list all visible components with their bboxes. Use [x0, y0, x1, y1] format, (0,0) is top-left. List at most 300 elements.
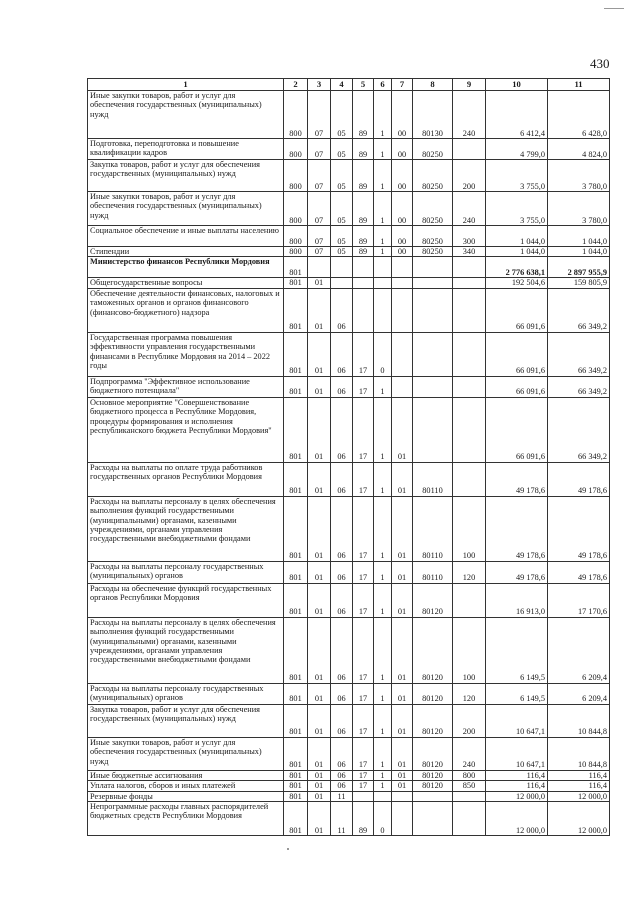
code-cell: 06 [331, 617, 353, 683]
code-cell: 89 [353, 91, 374, 139]
code-cell: 80120 [413, 770, 453, 780]
table-row [88, 462, 610, 496]
code-cell: 07 [308, 192, 331, 226]
code-cell: 800 [284, 91, 308, 139]
code-cell: 01 [392, 781, 413, 791]
header-row [88, 79, 610, 91]
code-cell: 17 [353, 704, 374, 737]
table-row [88, 160, 610, 192]
code-cell: 01 [308, 561, 331, 583]
table-row [88, 704, 610, 737]
code-cell: 80110 [413, 496, 453, 561]
code-cell: 801 [284, 496, 308, 561]
code-cell: 800 [453, 770, 486, 780]
table-row [88, 781, 610, 791]
code-cell: 1 [374, 781, 392, 791]
code-cell: 01 [392, 462, 413, 496]
code-cell [413, 376, 453, 397]
code-cell: 1 [374, 561, 392, 583]
code-cell: 06 [331, 683, 353, 704]
code-cell [374, 288, 392, 332]
amount-cell: 2 776 638,1 [486, 257, 548, 278]
code-cell: 80250 [413, 139, 453, 160]
code-cell: 0 [374, 802, 392, 836]
amount-cell: 12 000,0 [548, 791, 610, 801]
code-cell: 80250 [413, 160, 453, 192]
code-cell [374, 278, 392, 288]
code-cell: 1 [374, 139, 392, 160]
col-header: 8 [413, 79, 453, 91]
amount-cell: 116,4 [548, 781, 610, 791]
code-cell: 800 [284, 192, 308, 226]
code-cell: 801 [284, 781, 308, 791]
code-cell: 01 [308, 583, 331, 617]
amount-cell: 6 149,5 [486, 683, 548, 704]
amount-cell: 6 412,4 [486, 91, 548, 139]
code-cell: 801 [284, 770, 308, 780]
row-name-cell: Расходы на выплаты персоналу в целях обеспечения выполнения функций государственными (муниципальными) органами, казенными учреждениями, органами управления государственными внебюджетными фондами [88, 496, 284, 561]
code-cell: 1 [374, 226, 392, 247]
code-cell: 01 [308, 397, 331, 462]
code-cell: 07 [308, 247, 331, 257]
table-row [88, 683, 610, 704]
amount-cell: 159 805,9 [548, 278, 610, 288]
code-cell: 240 [453, 737, 486, 770]
code-cell: 00 [392, 139, 413, 160]
col-header: 4 [331, 79, 353, 91]
code-cell: 17 [353, 781, 374, 791]
amount-cell: 10 844,8 [548, 704, 610, 737]
code-cell: 800 [284, 160, 308, 192]
code-cell [392, 791, 413, 801]
col-header: 9 [453, 79, 486, 91]
code-cell [353, 791, 374, 801]
code-cell: 11 [331, 802, 353, 836]
amount-cell: 3 780,0 [548, 192, 610, 226]
amount-cell: 66 091,6 [486, 332, 548, 376]
amount-cell: 6 428,0 [548, 91, 610, 139]
code-cell: 200 [453, 704, 486, 737]
code-cell: 801 [284, 583, 308, 617]
amount-cell: 2 897 955,9 [548, 257, 610, 278]
code-cell: 17 [353, 583, 374, 617]
code-cell: 00 [392, 160, 413, 192]
amount-cell: 6 149,5 [486, 617, 548, 683]
table-row [88, 770, 610, 780]
code-cell: 06 [331, 288, 353, 332]
code-cell: 01 [308, 376, 331, 397]
code-cell [413, 278, 453, 288]
code-cell: 80110 [413, 561, 453, 583]
code-cell [413, 257, 453, 278]
amount-cell: 16 913,0 [486, 583, 548, 617]
code-cell: 200 [453, 160, 486, 192]
row-name-cell: Расходы на выплаты персоналу государственных (муниципальных) органов [88, 683, 284, 704]
code-cell [392, 278, 413, 288]
code-cell: 80250 [413, 247, 453, 257]
code-cell: 17 [353, 397, 374, 462]
code-cell: 06 [331, 704, 353, 737]
code-cell [353, 278, 374, 288]
table-row [88, 226, 610, 247]
table-row [88, 791, 610, 801]
table-row [88, 583, 610, 617]
row-name-cell: Резервные фонды [88, 791, 284, 801]
code-cell: 07 [308, 226, 331, 247]
amount-cell: 49 178,6 [486, 462, 548, 496]
code-cell: 06 [331, 496, 353, 561]
code-cell: 1 [374, 247, 392, 257]
table-row [88, 332, 610, 376]
col-header: 5 [353, 79, 374, 91]
code-cell: 80120 [413, 704, 453, 737]
code-cell: 0 [374, 332, 392, 376]
code-cell: 06 [331, 561, 353, 583]
amount-cell: 66 349,2 [548, 376, 610, 397]
amount-cell: 1 044,0 [548, 247, 610, 257]
code-cell [353, 257, 374, 278]
table-row [88, 192, 610, 226]
col-header: 2 [284, 79, 308, 91]
code-cell: 1 [374, 160, 392, 192]
code-cell: 01 [308, 704, 331, 737]
code-cell: 06 [331, 397, 353, 462]
code-cell: 800 [284, 247, 308, 257]
row-name-cell: Иные закупки товаров, работ и услуг для обеспечения государственных (муниципальных) нужд [88, 192, 284, 226]
code-cell [413, 288, 453, 332]
amount-cell: 12 000,0 [548, 802, 610, 836]
col-header: 11 [548, 79, 610, 91]
row-name-cell: Социальное обеспечение и иные выплаты населению [88, 226, 284, 247]
code-cell: 801 [284, 617, 308, 683]
row-name-cell: Общегосударственные вопросы [88, 278, 284, 288]
code-cell: 300 [453, 226, 486, 247]
code-cell: 05 [331, 160, 353, 192]
row-name-cell: Стипендии [88, 247, 284, 257]
code-cell [392, 257, 413, 278]
amount-cell: 66 091,6 [486, 397, 548, 462]
row-name-cell: Закупка товаров, работ и услуг для обеспечения государственных (муниципальных) нужд [88, 704, 284, 737]
row-name-cell: Иные закупки товаров, работ и услуг для обеспечения государственных (муниципальных) нужд [88, 737, 284, 770]
code-cell: 89 [353, 192, 374, 226]
code-cell: 89 [353, 160, 374, 192]
amount-cell: 49 178,6 [548, 496, 610, 561]
code-cell: 1 [374, 583, 392, 617]
code-cell: 801 [284, 737, 308, 770]
code-cell: 01 [392, 683, 413, 704]
amount-cell: 4 799,0 [486, 139, 548, 160]
code-cell: 01 [308, 781, 331, 791]
col-header: 3 [308, 79, 331, 91]
code-cell: 01 [392, 617, 413, 683]
code-cell: 801 [284, 332, 308, 376]
table-row [88, 376, 610, 397]
amount-cell: 12 000,0 [486, 802, 548, 836]
code-cell: 1 [374, 376, 392, 397]
code-cell: 01 [392, 496, 413, 561]
amount-cell: 1 044,0 [486, 247, 548, 257]
code-cell: 00 [392, 91, 413, 139]
code-cell: 80120 [413, 583, 453, 617]
code-cell [413, 802, 453, 836]
code-cell [453, 583, 486, 617]
row-name-cell: Обеспечение деятельности финансовых, налоговых и таможенных органов и органов финансового (финансово-бюджетного) надзора [88, 288, 284, 332]
table-row [88, 737, 610, 770]
code-cell: 05 [331, 139, 353, 160]
code-cell [392, 288, 413, 332]
code-cell: 120 [453, 561, 486, 583]
code-cell: 801 [284, 462, 308, 496]
code-cell: 01 [392, 561, 413, 583]
amount-cell: 116,4 [486, 781, 548, 791]
budget-table [87, 78, 610, 836]
code-cell: 17 [353, 683, 374, 704]
code-cell: 01 [308, 683, 331, 704]
amount-cell: 6 209,4 [548, 683, 610, 704]
amount-cell: 3 755,0 [486, 160, 548, 192]
code-cell: 01 [308, 802, 331, 836]
code-cell: 80130 [413, 91, 453, 139]
code-cell: 1 [374, 192, 392, 226]
code-cell [453, 288, 486, 332]
code-cell: 01 [308, 791, 331, 801]
table-row [88, 617, 610, 683]
code-cell [453, 278, 486, 288]
code-cell: 80250 [413, 226, 453, 247]
amount-cell: 116,4 [486, 770, 548, 780]
code-cell: 05 [331, 247, 353, 257]
col-header: 7 [392, 79, 413, 91]
code-cell [413, 397, 453, 462]
table-row [88, 288, 610, 332]
amount-cell: 6 209,4 [548, 617, 610, 683]
row-name-cell: Иные бюджетные ассигнования [88, 770, 284, 780]
code-cell: 340 [453, 247, 486, 257]
code-cell: 06 [331, 376, 353, 397]
code-cell: 05 [331, 226, 353, 247]
code-cell [453, 332, 486, 376]
amount-cell: 116,4 [548, 770, 610, 780]
amount-cell: 192 504,6 [486, 278, 548, 288]
amount-cell: 66 091,6 [486, 288, 548, 332]
code-cell [453, 376, 486, 397]
code-cell: 17 [353, 462, 374, 496]
table-row [88, 561, 610, 583]
row-name-cell: Уплата налогов, сборов и иных платежей [88, 781, 284, 791]
row-name-cell: Иные закупки товаров, работ и услуг для обеспечения государственных (муниципальных) нужд [88, 91, 284, 139]
page-number: 430 [590, 56, 610, 71]
code-cell: 1 [374, 770, 392, 780]
code-cell: 17 [353, 770, 374, 780]
code-cell [453, 802, 486, 836]
code-cell: 01 [308, 288, 331, 332]
row-name-cell: Расходы на выплаты по оплате труда работников государственных органов Республики Мордовия [88, 462, 284, 496]
code-cell: 801 [284, 376, 308, 397]
code-cell [392, 802, 413, 836]
code-cell: 89 [353, 226, 374, 247]
code-cell: 06 [331, 462, 353, 496]
code-cell: 07 [308, 139, 331, 160]
code-cell: 801 [284, 257, 308, 278]
code-cell: 01 [308, 770, 331, 780]
code-cell [413, 332, 453, 376]
code-cell: 1 [374, 617, 392, 683]
code-cell [413, 791, 453, 801]
code-cell [374, 791, 392, 801]
code-cell [374, 257, 392, 278]
code-cell: 801 [284, 561, 308, 583]
code-cell [353, 288, 374, 332]
code-cell: 00 [392, 226, 413, 247]
code-cell: 801 [284, 802, 308, 836]
row-name-cell: Государственная программа повышения эффективности управления государственными финансами в Республике Мордовия на 2014 – 2022 годы [88, 332, 284, 376]
amount-cell: 3 780,0 [548, 160, 610, 192]
code-cell: 06 [331, 770, 353, 780]
col-header: 6 [374, 79, 392, 91]
scan-edge-mark [604, 8, 624, 9]
code-cell: 850 [453, 781, 486, 791]
row-name-cell: Подготовка, переподготовка и повышение квалификации кадров [88, 139, 284, 160]
code-cell: 01 [392, 704, 413, 737]
code-cell: 1 [374, 737, 392, 770]
amount-cell: 3 755,0 [486, 192, 548, 226]
code-cell [331, 257, 353, 278]
code-cell: 800 [284, 139, 308, 160]
code-cell: 00 [392, 192, 413, 226]
amount-cell: 1 044,0 [486, 226, 548, 247]
row-name-cell: Подпрограмма "Эффективное использование бюджетного потенциала" [88, 376, 284, 397]
code-cell: 100 [453, 496, 486, 561]
code-cell [453, 791, 486, 801]
code-cell: 89 [353, 247, 374, 257]
code-cell: 1 [374, 462, 392, 496]
code-cell: 07 [308, 160, 331, 192]
code-cell: 11 [331, 791, 353, 801]
code-cell [453, 397, 486, 462]
amount-cell: 49 178,6 [486, 561, 548, 583]
code-cell: 120 [453, 683, 486, 704]
amount-cell: 10 647,1 [486, 704, 548, 737]
code-cell: 1 [374, 683, 392, 704]
code-cell: 06 [331, 737, 353, 770]
code-cell [308, 257, 331, 278]
code-cell [453, 257, 486, 278]
code-cell [392, 376, 413, 397]
code-cell: 89 [353, 802, 374, 836]
row-name-cell: Расходы на выплаты персоналу в целях обеспечения выполнения функций государственными (муниципальными) органами, казенными учреждениями, органами управления государственными внебюджетными фондами [88, 617, 284, 683]
code-cell: 1 [374, 91, 392, 139]
code-cell: 06 [331, 781, 353, 791]
code-cell: 01 [308, 617, 331, 683]
code-cell [392, 332, 413, 376]
code-cell: 01 [308, 496, 331, 561]
code-cell [453, 462, 486, 496]
code-cell: 17 [353, 617, 374, 683]
code-cell: 80250 [413, 192, 453, 226]
code-cell: 80120 [413, 683, 453, 704]
table-row [88, 247, 610, 257]
amount-cell: 49 178,6 [548, 462, 610, 496]
table-row [88, 802, 610, 836]
row-name-cell: Закупка товаров, работ и услуг для обеспечения государственных (муниципальных) нужд [88, 160, 284, 192]
amount-cell: 17 170,6 [548, 583, 610, 617]
amount-cell: 1 044,0 [548, 226, 610, 247]
code-cell: 06 [331, 332, 353, 376]
row-name-cell: Расходы на выплаты персоналу государственных (муниципальных) органов [88, 561, 284, 583]
amount-cell: 12 000,0 [486, 791, 548, 801]
code-cell: 1 [374, 704, 392, 737]
code-cell: 801 [284, 278, 308, 288]
code-cell: 01 [308, 332, 331, 376]
table-row [88, 257, 610, 278]
table-body [88, 91, 610, 836]
code-cell: 80120 [413, 617, 453, 683]
code-cell: 1 [374, 397, 392, 462]
amount-cell: 66 349,2 [548, 332, 610, 376]
code-cell: 801 [284, 397, 308, 462]
amount-cell: 4 824,0 [548, 139, 610, 160]
col-header: 1 [88, 79, 284, 91]
code-cell: 01 [308, 737, 331, 770]
table-row [88, 496, 610, 561]
table-row [88, 397, 610, 462]
code-cell: 05 [331, 91, 353, 139]
code-cell: 01 [308, 278, 331, 288]
code-cell: 1 [374, 496, 392, 561]
code-cell: 80120 [413, 781, 453, 791]
amount-cell: 10 844,8 [548, 737, 610, 770]
code-cell [331, 278, 353, 288]
amount-cell: 66 091,6 [486, 376, 548, 397]
table-row [88, 91, 610, 139]
col-header: 10 [486, 79, 548, 91]
table-row [88, 139, 610, 160]
amount-cell: 49 178,6 [548, 561, 610, 583]
code-cell: 240 [453, 192, 486, 226]
amount-cell: 66 349,2 [548, 397, 610, 462]
code-cell: 89 [353, 139, 374, 160]
amount-cell: 66 349,2 [548, 288, 610, 332]
code-cell: 801 [284, 704, 308, 737]
code-cell: 01 [392, 770, 413, 780]
budget-table-container [87, 78, 609, 836]
row-name-cell: Министерство финансов Республики Мордовия [88, 257, 284, 278]
amount-cell: 49 178,6 [486, 496, 548, 561]
row-name-cell: Основное мероприятие "Совершенствование бюджетного процесса в Республике Мордовия, процедуры формирования и исполнения республиканского бюджета Республики Мордовия" [88, 397, 284, 462]
code-cell: 01 [308, 462, 331, 496]
code-cell: 240 [453, 91, 486, 139]
code-cell: 80120 [413, 737, 453, 770]
row-name-cell: Расходы на обеспечение функций государственных органов Республики Мордовия [88, 583, 284, 617]
code-cell: 801 [284, 791, 308, 801]
scan-dot [287, 848, 289, 850]
code-cell: 17 [353, 561, 374, 583]
code-cell: 07 [308, 91, 331, 139]
code-cell: 17 [353, 737, 374, 770]
table-row [88, 278, 610, 288]
code-cell: 00 [392, 247, 413, 257]
code-cell: 01 [392, 583, 413, 617]
code-cell: 100 [453, 617, 486, 683]
code-cell: 801 [284, 683, 308, 704]
row-name-cell: Непрограммные расходы главных распорядителей бюджетных средств Республики Мордовия [88, 802, 284, 836]
code-cell: 801 [284, 288, 308, 332]
code-cell: 17 [353, 376, 374, 397]
code-cell: 800 [284, 226, 308, 247]
code-cell: 06 [331, 583, 353, 617]
code-cell: 05 [331, 192, 353, 226]
code-cell [453, 139, 486, 160]
